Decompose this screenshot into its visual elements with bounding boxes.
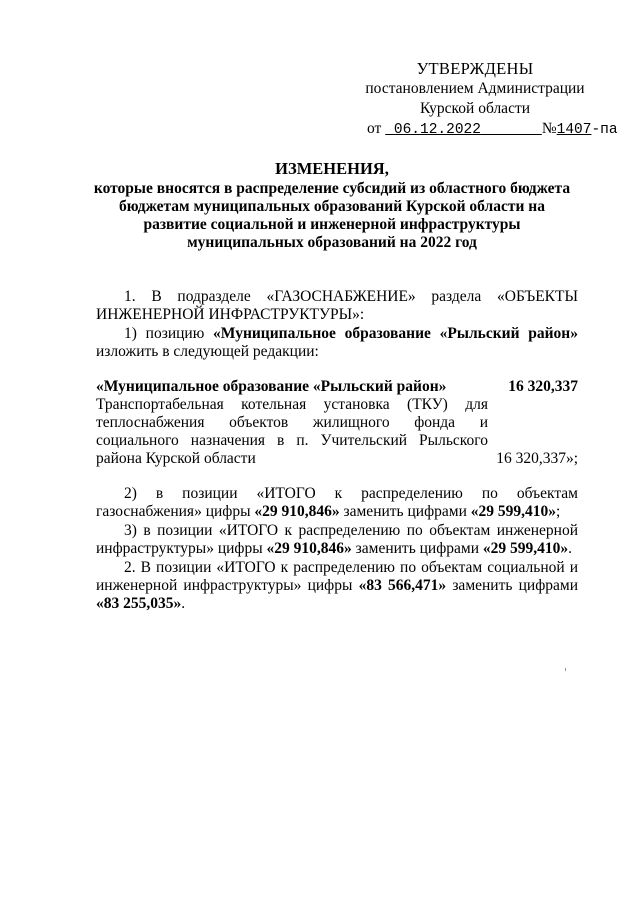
approval-date-line [360,119,618,140]
approval-line-2: Курской области [419,100,531,117]
entry-detail [96,396,578,468]
title-head: ИЗМЕНЕНИЯ, [275,159,389,178]
title-line-3: развитие социальной и инженерной инфраструктуры [143,216,521,233]
approval-number-suffix: -па [591,122,618,138]
sub-item-1: 1) позицию «Муниципальное образование «Рыльский район» изложить в следующей редакции: [96,325,578,360]
item-1: 1. В подразделе «ГАЗОСНАБЖЕНИЕ» раздела «ОБЪЕКТЫ ИНЖЕНЕРНОЙ ИНФРАСТРУКТУРЫ»: [96,288,578,323]
approval-line-1: постановлением Администрации [365,80,585,97]
sub-item-2: 2) в позиции «ИТОГО к распределению по объектам газоснабжения» цифры «29 910,846» заменить цифрами «29 599,410»; [96,485,578,520]
entry-name: «Муниципальное образование «Рыльский район» [96,378,447,395]
approval-from: от [367,120,382,137]
title-line-2: бюджетам муниципальных образований Курской области на [119,198,545,215]
item-2: 2. В позиции «ИТОГО к распределению по объектам социальной и инженерной инфраструктуры» цифры «83 566,471» заменить цифрами «83 255,035». [96,559,578,612]
sub-item-3: 3) в позиции «ИТОГО к распределению по объектам инженерной инфраструктуры» цифры «29 910,846» заменить цифрами «29 599,410». [96,522,578,557]
approval-number: 1407 [556,122,592,138]
scan-speck [565,668,566,671]
document-title [88,160,576,252]
entry-total: 16 320,337»; [496,450,578,467]
title-line-1: которые вносятся в распределение субсидий из областного бюджета [93,180,571,197]
title-line-4: муниципальных образований на 2022 год [187,234,477,251]
entry-value: 16 320,337 [508,378,578,395]
approval-number-sign: № [541,120,557,137]
entry-description: Транспортабельная котельная установка (ТКУ) для теплоснабжения объектов жилищного фонда и социального назначения в п. Учительский Рыльского района Курской области [96,396,488,467]
approval-head: УТВЕРЖДЕНЫ [416,59,534,78]
approval-date: 06.12.2022 [393,122,481,138]
approval-stamp [360,59,618,140]
entry-header [96,378,578,396]
document-body [96,288,578,613]
